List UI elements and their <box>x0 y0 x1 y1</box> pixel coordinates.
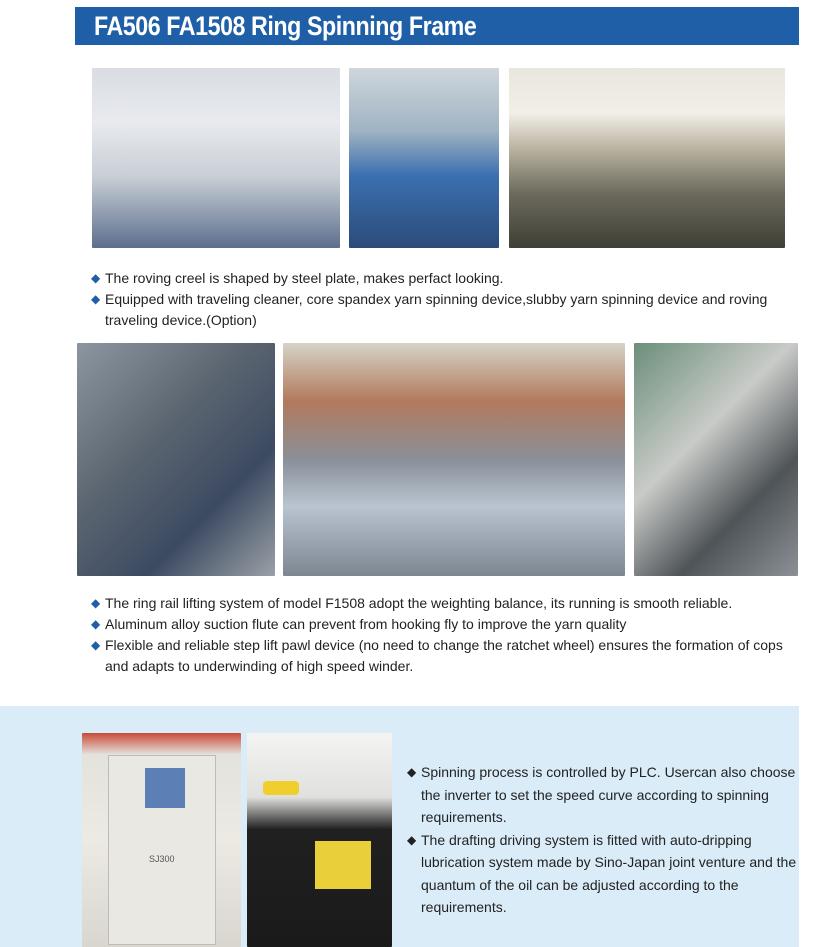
bullet-list-2 <box>91 593 801 677</box>
diamond-bullet-icon: ◆ <box>91 596 101 610</box>
lubrication-pump-photo <box>247 733 392 947</box>
diamond-bullet-icon: ◆ <box>91 617 101 631</box>
list-item <box>91 289 796 331</box>
suction-flute-photo <box>283 343 625 576</box>
diamond-bullet-icon: ◆ <box>91 292 101 306</box>
headstock-photo <box>349 68 499 248</box>
bullet-text: The ring rail lifting system of model F1508 adopt the weighting balance, its running is smooth reliable. <box>105 595 733 611</box>
diamond-bullet-icon: ◆ <box>91 271 101 285</box>
oil-cap <box>263 781 299 795</box>
diamond-bullet-icon: ◆ <box>407 832 417 847</box>
list-item <box>91 268 796 289</box>
list-item <box>407 761 799 829</box>
bullet-text: Aluminum alloy suction flute can prevent from hooking fly to improve the yarn quality <box>105 616 627 632</box>
page-title: FA506 FA1508 Ring Spinning Frame <box>94 11 477 41</box>
diamond-bullet-icon: ◆ <box>91 638 101 652</box>
bullet-list-3 <box>407 761 799 919</box>
inverter-brand-label: SJ300 <box>149 854 175 864</box>
inverter-control-panel <box>145 768 185 808</box>
bullet-text: Equipped with traveling cleaner, core spandex yarn spinning device,slubby yarn spinning device and roving traveling device.(Option) <box>105 291 768 328</box>
inverter-photo <box>82 733 241 947</box>
bullet-text: Flexible and reliable step lift pawl device (no need to change the ratchet wheel) ensures the formation of cops and adapts to underwinding of high speed winder. <box>105 637 783 674</box>
diamond-bullet-icon: ◆ <box>407 765 417 779</box>
bullet-list-1 <box>91 268 796 331</box>
roving-creel-photo <box>92 68 340 248</box>
list-item <box>91 635 801 677</box>
spinning-frame-photo <box>509 68 785 248</box>
list-item <box>407 829 799 919</box>
bullet-text: The drafting driving system is fitted with auto-dripping lubrication system made by Sino-Japan joint venture and the quantum of the oil can be adjusted according to the requirements. <box>421 831 797 915</box>
bullet-text: Spinning process is controlled by PLC. Usercan also choose the inverter to set the speed curve according to spinning requirements. <box>421 764 796 825</box>
inverter-body <box>108 755 216 945</box>
bullet-text: The roving creel is shaped by steel plate, makes perfact looking. <box>105 270 504 286</box>
list-item <box>91 593 801 614</box>
pump-label-plate <box>315 841 371 889</box>
weighting-balance-photo <box>77 343 275 576</box>
step-lift-pawl-photo <box>634 343 798 576</box>
list-item <box>91 614 801 635</box>
